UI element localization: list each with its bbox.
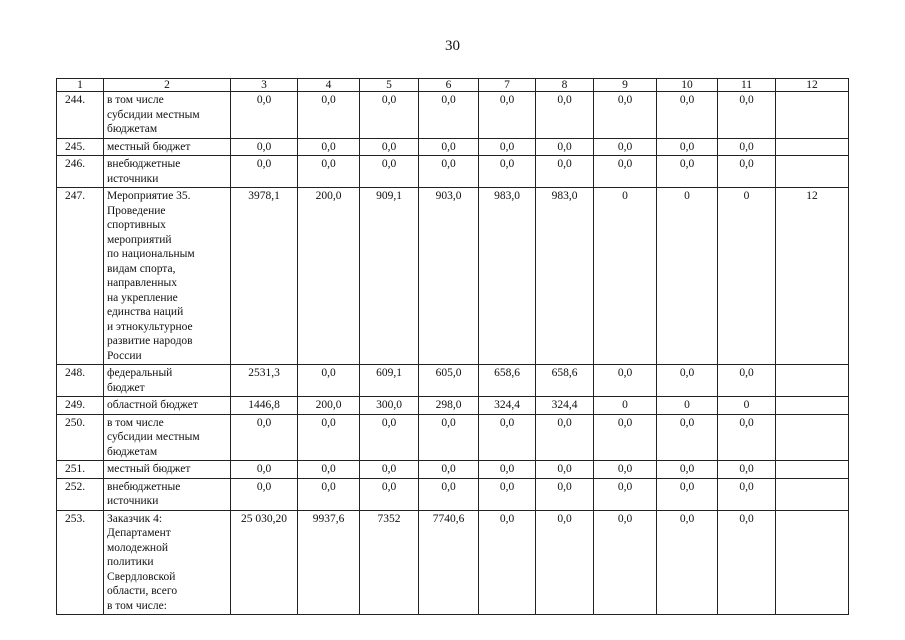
target-indicator-cell xyxy=(776,156,849,188)
value-cell: 0,0 xyxy=(360,138,419,156)
row-number: 253. xyxy=(57,510,104,615)
value-cell: 0,0 xyxy=(594,414,657,461)
value-cell: 605,0 xyxy=(419,365,479,397)
table-row xyxy=(57,414,849,461)
value-cell: 0,0 xyxy=(479,461,536,479)
value-cell: 0,0 xyxy=(718,92,776,139)
value-cell: 298,0 xyxy=(419,397,479,415)
value-cell: 25 030,20 xyxy=(231,510,298,615)
table-row xyxy=(57,461,849,479)
value-cell: 0,0 xyxy=(419,138,479,156)
budget-table xyxy=(56,78,849,615)
row-number: 252. xyxy=(57,478,104,510)
row-number: 245. xyxy=(57,138,104,156)
header-cell: 11 xyxy=(718,79,776,92)
value-cell: 0,0 xyxy=(231,156,298,188)
value-cell: 0,0 xyxy=(419,461,479,479)
header-cell: 2 xyxy=(104,79,231,92)
value-cell: 909,1 xyxy=(360,188,419,365)
target-indicator-cell xyxy=(776,478,849,510)
value-cell: 983,0 xyxy=(479,188,536,365)
value-cell: 0,0 xyxy=(298,156,360,188)
table-row xyxy=(57,92,849,139)
value-cell: 0,0 xyxy=(231,414,298,461)
row-label: областной бюджет xyxy=(104,397,231,415)
header-cell: 8 xyxy=(536,79,594,92)
value-cell: 0,0 xyxy=(657,92,718,139)
value-cell: 0 xyxy=(657,397,718,415)
header-cell: 9 xyxy=(594,79,657,92)
page-number: 30 xyxy=(445,38,460,54)
value-cell: 0,0 xyxy=(657,461,718,479)
value-cell: 0,0 xyxy=(657,478,718,510)
value-cell: 0,0 xyxy=(298,414,360,461)
target-indicator-cell xyxy=(776,461,849,479)
target-indicator-cell xyxy=(776,92,849,139)
table-row xyxy=(57,478,849,510)
table-row xyxy=(57,188,849,365)
value-cell: 324,4 xyxy=(536,397,594,415)
row-number: 248. xyxy=(57,365,104,397)
row-number: 247. xyxy=(57,188,104,365)
value-cell: 0,0 xyxy=(718,365,776,397)
value-cell: 300,0 xyxy=(360,397,419,415)
value-cell: 0,0 xyxy=(479,510,536,615)
value-cell: 0,0 xyxy=(536,156,594,188)
value-cell: 903,0 xyxy=(419,188,479,365)
value-cell: 0,0 xyxy=(657,156,718,188)
value-cell: 0,0 xyxy=(594,138,657,156)
value-cell: 0,0 xyxy=(594,365,657,397)
value-cell: 0,0 xyxy=(718,510,776,615)
header-row xyxy=(57,79,849,92)
target-indicator-cell xyxy=(776,138,849,156)
value-cell: 0 xyxy=(594,397,657,415)
value-cell: 0,0 xyxy=(360,461,419,479)
value-cell: 0,0 xyxy=(298,461,360,479)
value-cell: 0,0 xyxy=(718,156,776,188)
value-cell: 0,0 xyxy=(419,156,479,188)
value-cell: 0,0 xyxy=(718,461,776,479)
header-cell: 10 xyxy=(657,79,718,92)
row-label: местный бюджет xyxy=(104,461,231,479)
row-label: внебюджетные источники xyxy=(104,156,231,188)
value-cell: 0,0 xyxy=(594,510,657,615)
value-cell: 3978,1 xyxy=(231,188,298,365)
value-cell: 0,0 xyxy=(298,478,360,510)
header-cell: 3 xyxy=(231,79,298,92)
value-cell: 7740,6 xyxy=(419,510,479,615)
value-cell: 0,0 xyxy=(657,365,718,397)
row-label: федеральный бюджет xyxy=(104,365,231,397)
value-cell: 0,0 xyxy=(657,510,718,615)
value-cell: 0,0 xyxy=(536,414,594,461)
table-row xyxy=(57,397,849,415)
value-cell: 0,0 xyxy=(594,461,657,479)
header-cell: 4 xyxy=(298,79,360,92)
target-indicator-cell xyxy=(776,414,849,461)
value-cell: 0,0 xyxy=(657,414,718,461)
header-cell: 1 xyxy=(57,79,104,92)
value-cell: 0,0 xyxy=(479,92,536,139)
row-label: Мероприятие 35. Проведение спортивных мероприятий по национальным видам спорта, направленных на укрепление единства наций и этнокультурное развитие народов России xyxy=(104,188,231,365)
value-cell: 0 xyxy=(718,188,776,365)
value-cell: 0,0 xyxy=(360,156,419,188)
table-row xyxy=(57,156,849,188)
header-cell: 5 xyxy=(360,79,419,92)
value-cell: 7352 xyxy=(360,510,419,615)
value-cell: 0,0 xyxy=(718,414,776,461)
value-cell: 0,0 xyxy=(594,156,657,188)
row-label: в том числе субсидии местным бюджетам xyxy=(104,92,231,139)
value-cell: 658,6 xyxy=(479,365,536,397)
value-cell: 0,0 xyxy=(360,478,419,510)
value-cell: 1446,8 xyxy=(231,397,298,415)
value-cell: 0 xyxy=(594,188,657,365)
value-cell: 9937,6 xyxy=(298,510,360,615)
value-cell: 0,0 xyxy=(419,92,479,139)
value-cell: 0,0 xyxy=(718,478,776,510)
value-cell: 200,0 xyxy=(298,188,360,365)
value-cell: 0,0 xyxy=(231,461,298,479)
value-cell: 0 xyxy=(657,188,718,365)
target-indicator-cell: 12 xyxy=(776,188,849,365)
header-cell: 6 xyxy=(419,79,479,92)
row-label: в том числе субсидии местным бюджетам xyxy=(104,414,231,461)
value-cell: 0,0 xyxy=(594,92,657,139)
value-cell: 0,0 xyxy=(479,138,536,156)
value-cell: 0 xyxy=(718,397,776,415)
value-cell: 0,0 xyxy=(360,92,419,139)
header-cell: 12 xyxy=(776,79,849,92)
value-cell: 0,0 xyxy=(419,478,479,510)
value-cell: 0,0 xyxy=(536,92,594,139)
value-cell: 0,0 xyxy=(419,414,479,461)
value-cell: 983,0 xyxy=(536,188,594,365)
header-cell: 7 xyxy=(479,79,536,92)
value-cell: 0,0 xyxy=(298,365,360,397)
value-cell: 0,0 xyxy=(536,461,594,479)
value-cell: 658,6 xyxy=(536,365,594,397)
target-indicator-cell xyxy=(776,397,849,415)
value-cell: 0,0 xyxy=(231,138,298,156)
value-cell: 0,0 xyxy=(536,138,594,156)
row-label: местный бюджет xyxy=(104,138,231,156)
value-cell: 0,0 xyxy=(594,478,657,510)
value-cell: 0,0 xyxy=(231,478,298,510)
value-cell: 0,0 xyxy=(231,92,298,139)
row-number: 249. xyxy=(57,397,104,415)
row-number: 244. xyxy=(57,92,104,139)
value-cell: 0,0 xyxy=(718,138,776,156)
target-indicator-cell xyxy=(776,365,849,397)
target-indicator-cell xyxy=(776,510,849,615)
table-row xyxy=(57,510,849,615)
row-label: внебюджетные источники xyxy=(104,478,231,510)
value-cell: 0,0 xyxy=(298,92,360,139)
value-cell: 0,0 xyxy=(298,138,360,156)
value-cell: 200,0 xyxy=(298,397,360,415)
row-number: 251. xyxy=(57,461,104,479)
value-cell: 0,0 xyxy=(479,478,536,510)
value-cell: 0,0 xyxy=(360,414,419,461)
value-cell: 2531,3 xyxy=(231,365,298,397)
row-label: Заказчик 4: Департамент молодежной политики Свердловской области, всего в том числе: xyxy=(104,510,231,615)
value-cell: 0,0 xyxy=(657,138,718,156)
value-cell: 324,4 xyxy=(479,397,536,415)
value-cell: 0,0 xyxy=(479,156,536,188)
row-number: 250. xyxy=(57,414,104,461)
value-cell: 609,1 xyxy=(360,365,419,397)
value-cell: 0,0 xyxy=(536,478,594,510)
table-row xyxy=(57,365,849,397)
value-cell: 0,0 xyxy=(479,414,536,461)
value-cell: 0,0 xyxy=(536,510,594,615)
row-number: 246. xyxy=(57,156,104,188)
table-row xyxy=(57,138,849,156)
